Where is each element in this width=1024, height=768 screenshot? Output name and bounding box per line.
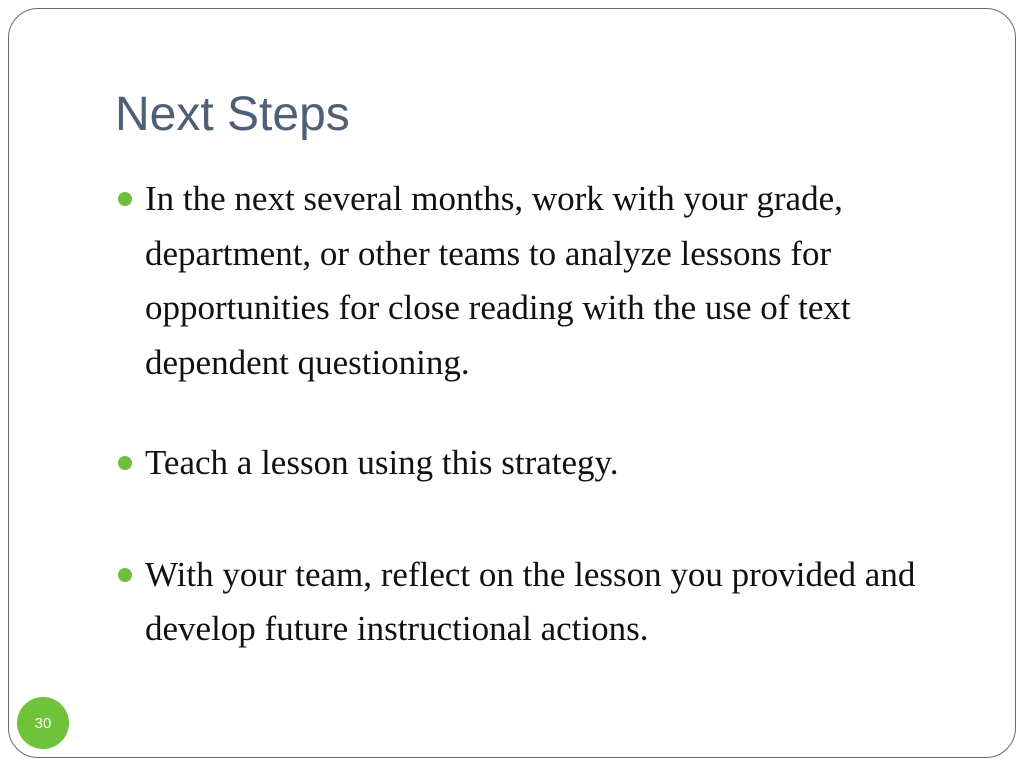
bullet-item [115,548,975,657]
bullet-text: With your team, reflect on the lesson you provided and develop future instructional actions. [145,554,916,648]
slide-title: Next Steps [115,88,350,141]
bullet-item [115,172,975,390]
bullet-dot-icon [118,568,132,582]
slide [8,8,1016,758]
page-number-badge: 30 [17,697,69,749]
bullet-item [115,436,975,491]
bullet-dot-icon [118,456,132,470]
bullet-list [115,172,975,657]
bullet-dot-icon [118,192,132,206]
bullet-text: Teach a lesson using this strategy. [145,443,619,482]
bullet-text: In the next several months, work with your grade, department, or other teams to analyze lessons for opportunities for close reading with the use of text dependent questioning. [145,179,851,382]
